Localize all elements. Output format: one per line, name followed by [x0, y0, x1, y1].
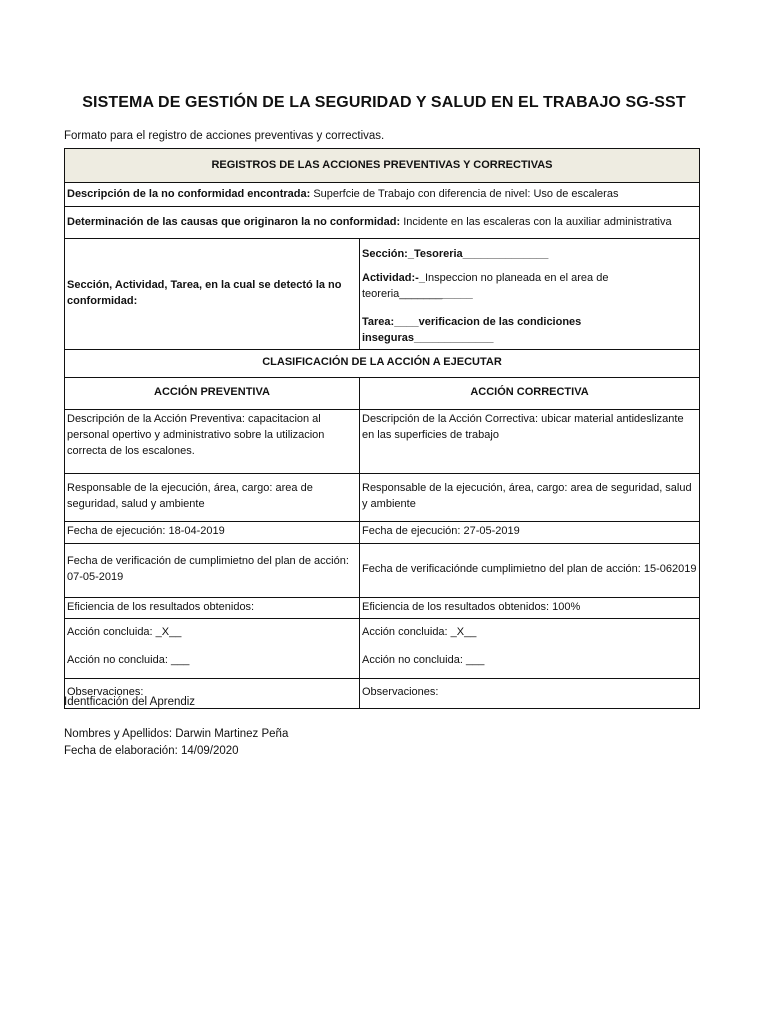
corrective-responsible: Responsable de la ejecución, área, cargo: area de seguridad, salud y ambiente	[360, 473, 700, 521]
preventive-responsible: Responsable de la ejecución, área, cargo: area de seguridad, salud y ambiente	[65, 473, 360, 521]
document-subtitle: Formato para el registro de acciones preventivas y correctivas.	[64, 130, 385, 142]
seccion-value: Sección:_Tesoreria______________	[362, 248, 549, 260]
corrective-execution-date: Fecha de ejecución: 27-05-2019	[360, 521, 700, 543]
section-label: Sección, Actividad, Tarea, en la cual se detectó la no conformidad:	[65, 239, 360, 350]
preventive-efficiency: Eficiencia de los resultados obtenidos:	[65, 597, 360, 618]
corrective-concluded: Acción concluida: _X__	[362, 625, 477, 638]
preventive-verification-date: Fecha de verificación de cumplimietno del plan de acción: 07-05-2019	[65, 543, 360, 597]
actividad-value	[362, 271, 697, 303]
elaboration-date: Fecha de elaboración: 14/09/2020	[64, 745, 239, 757]
preventive-not-concluded: Acción no concluida: ___	[67, 653, 190, 666]
actividad-label: Actividad:-_	[362, 271, 425, 284]
preventive-concluded: Acción concluida: _X__	[67, 625, 182, 638]
nonconformity-value: Superfcie de Trabajo con diferencia de nivel: Uso de escaleras	[310, 187, 619, 200]
document-title: SISTEMA DE GESTIÓN DE LA SEGURIDAD Y SALUD EN EL TRABAJO SG-SST	[82, 94, 686, 111]
corrective-efficiency: Eficiencia de los resultados obtenidos: 100%	[360, 597, 700, 618]
table-header: REGISTROS DE LAS ACCIONES PREVENTIVAS Y CORRECTIVAS	[65, 149, 700, 183]
corrective-column-header: ACCIÓN CORRECTIVA	[360, 377, 700, 409]
preventive-column-header: ACCIÓN PREVENTIVA	[65, 377, 360, 409]
corrective-status	[360, 618, 700, 678]
tarea-value: Tarea:____verificacion de las condiciones inseguras_____________	[362, 315, 582, 344]
classification-header: CLASIFICACIÓN DE LA ACCIÓN A EJECUTAR	[65, 349, 700, 377]
corrective-verification-date: Fecha de verificaciónde cumplimietno del plan de acción: 15-062019	[360, 543, 700, 597]
corrective-not-concluded: Acción no concluida: ___	[362, 653, 485, 666]
learner-identification-heading: Identficación del Aprendiz	[64, 696, 196, 708]
nonconformity-label: Descripción de la no conformidad encontrada:	[67, 187, 311, 200]
actividad-tail: _____	[442, 287, 473, 300]
learner-name: Nombres y Apellidos: Darwin Martinez Peña	[64, 728, 289, 740]
corrective-description: Descripción de la Acción Correctiva: ubicar material antideslizante en las superficies de trabajo	[360, 409, 700, 473]
causes-row	[65, 207, 700, 239]
actividad-text: Inspeccion no planeada en el area de teoreria_______	[362, 271, 609, 300]
preventive-description: Descripción de la Acción Preventiva: capacitacion al personal opertivo y administrativo sobre la utilizacion correcta de los escalones.	[65, 409, 360, 473]
preventive-status	[65, 618, 360, 678]
nonconformity-row	[65, 183, 700, 207]
preventive-observations: Observaciones:	[65, 678, 360, 708]
preventive-execution-date: Fecha de ejecución: 18-04-2019	[65, 521, 360, 543]
causes-value: Incidente en las escaleras con la auxiliar administrativa	[400, 215, 672, 228]
causes-label: Determinación de las causas que originaron la no conformidad:	[67, 215, 401, 228]
corrective-observations: Observaciones:	[360, 678, 700, 708]
actions-register-table	[64, 148, 700, 709]
section-details	[360, 239, 700, 350]
